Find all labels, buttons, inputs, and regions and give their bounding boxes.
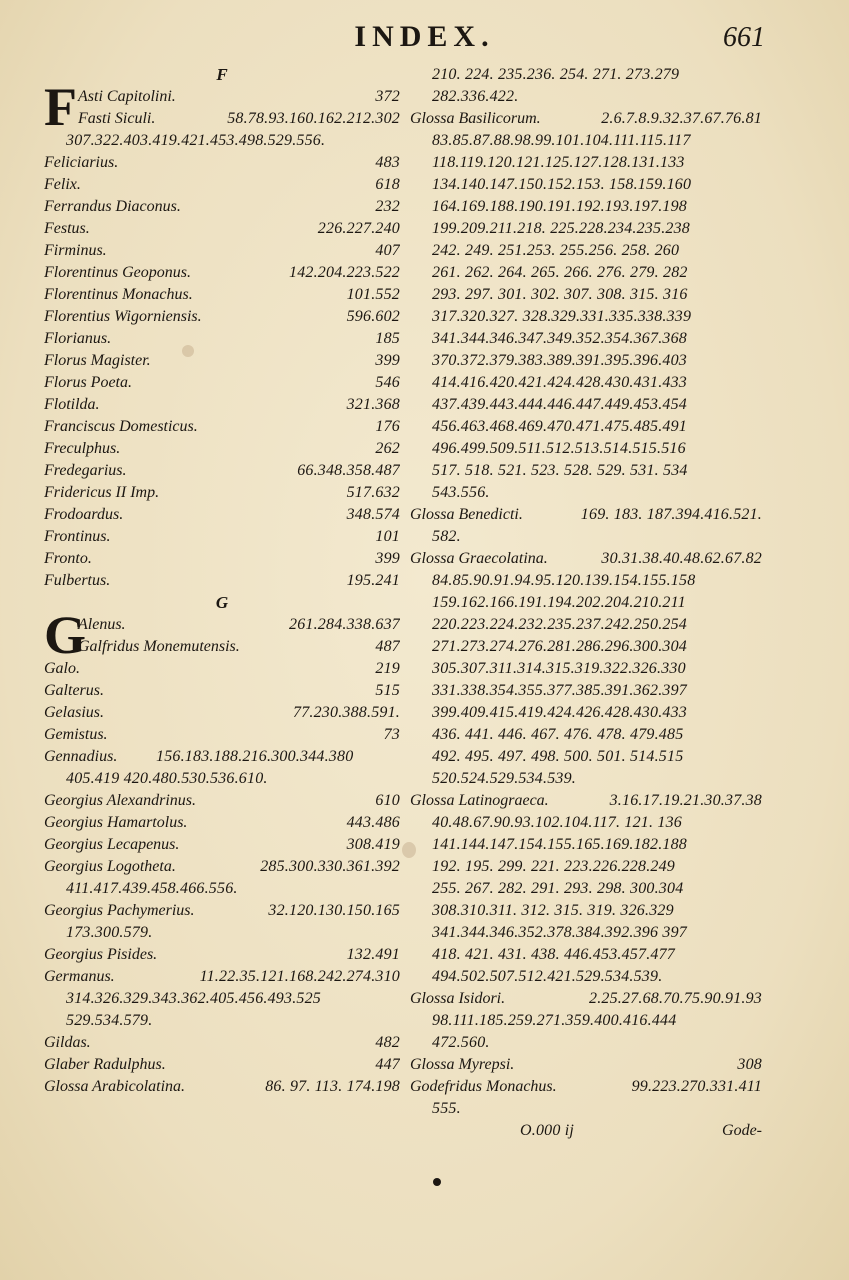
entry-pages: 164.169.188.190.191.192.193.197.198 (432, 198, 687, 215)
index-entry-continuation (410, 1032, 762, 1054)
index-entry-continuation (44, 988, 400, 1010)
entry-pages: 487 (375, 638, 400, 655)
index-entry-continuation (410, 570, 762, 592)
f-section (44, 77, 400, 592)
index-entry-continuation (44, 768, 400, 790)
entry-pages: 348.574 (346, 506, 400, 523)
index-entry (410, 548, 762, 570)
index-entry (44, 262, 400, 284)
entry-name: Florentius Wigorniensis. (44, 308, 202, 325)
index-entry (44, 812, 400, 834)
entry-name: Galfridus Monemutensis. (78, 638, 240, 655)
entry-pages: 84.85.90.91.94.95.120.139.154.155.158 (432, 572, 696, 589)
index-entry-continuation (410, 86, 762, 108)
entry-pages: 331.338.354.355.377.385.391.362.397 (432, 682, 687, 699)
index-entry (44, 108, 400, 130)
entry-pages: 132.491 (346, 946, 400, 963)
entry-pages: 496.499.509.511.512.513.514.515.516 (432, 440, 686, 457)
entry-pages: 414.416.420.421.424.428.430.431.433 (432, 374, 687, 391)
index-entry (44, 944, 400, 966)
entry-name: Frodoardus. (44, 506, 124, 523)
index-entry-continuation (410, 966, 762, 988)
entry-name: Galo. (44, 660, 80, 677)
entry-pages: 173.300.579. (66, 924, 153, 941)
index-entry-continuation (410, 834, 762, 856)
entry-name: Fridericus II Imp. (44, 484, 160, 501)
entry-pages: 314.326.329.343.362.405.456.493.525 (66, 990, 321, 1007)
index-entry-continuation (410, 218, 762, 240)
index-entry-continuation (410, 460, 762, 482)
index-entry (44, 350, 400, 372)
entry-pages: 482 (375, 1034, 400, 1051)
entry-pages: 66.348.358.487 (297, 462, 400, 479)
entry-pages: 261. 262. 264. 265. 266. 276. 279. 282 (432, 264, 688, 281)
index-entry-continuation (410, 262, 762, 284)
index-entry-continuation (410, 306, 762, 328)
entry-pages: 411.417.439.458.466.556. (66, 880, 238, 897)
entry-name: Georgius Alexandrinus. (44, 792, 196, 809)
entry-name: Fredegarius. (44, 462, 127, 479)
entry-name: Galterus. (44, 682, 104, 699)
entry-pages: 582. (432, 528, 461, 545)
index-entry (44, 702, 400, 724)
entry-pages: 555. (432, 1100, 461, 1117)
entry-name: Felix. (44, 176, 81, 193)
index-entry (44, 438, 400, 460)
entry-pages: 142.204.223.522 (289, 264, 400, 281)
entry-pages: 271.273.274.276.281.286.296.300.304 (432, 638, 687, 655)
entry-name: Gelasius. (44, 704, 104, 721)
entry-pages: 141.144.147.154.155.165.169.182.188 (432, 836, 687, 853)
index-entry (44, 174, 400, 196)
index-entry-continuation (410, 1098, 762, 1120)
index-entry-continuation (410, 64, 762, 86)
index-entry (44, 1076, 400, 1098)
index-entry (44, 394, 400, 416)
entry-pages: 341.344.346.352.378.384.392.396 397 (432, 924, 687, 941)
entry-pages: 58.78.93.160.162.212.302 (227, 110, 400, 127)
entry-pages: 83.85.87.88.98.99.101.104.111.115.117 (432, 132, 691, 149)
index-entry (44, 86, 400, 108)
index-entry (410, 504, 762, 526)
entry-pages: 308.419 (346, 836, 400, 853)
entry-pages: 242. 249. 251.253. 255.256. 258. 260 (432, 242, 680, 259)
index-entry-continuation (410, 372, 762, 394)
entry-pages: 472.560. (432, 1034, 490, 1051)
section-letter-f: F (216, 65, 228, 84)
entry-name: Franciscus Domesticus. (44, 418, 198, 435)
index-entry (44, 416, 400, 438)
entry-pages: 437.439.443.444.446.447.449.453.454 (432, 396, 687, 413)
page-number: 661 (723, 22, 765, 53)
index-entry-continuation (410, 592, 762, 614)
entry-pages: 219 (375, 660, 400, 677)
entry-pages: 308.310.311. 312. 315. 319. 326.329 (432, 902, 674, 919)
index-entry-continuation (410, 680, 762, 702)
entry-name: Glossa Graecolatina. (410, 550, 548, 567)
entry-pages: 86. 97. 113. 174.198 (265, 1078, 400, 1095)
entry-name: Frontinus. (44, 528, 111, 545)
entry-pages: 407 (375, 242, 400, 259)
index-entry-continuation (410, 284, 762, 306)
index-entry-continuation (410, 944, 762, 966)
entry-pages: 456.463.468.469.470.471.475.485.491 (432, 418, 687, 435)
index-entry-continuation (410, 636, 762, 658)
entry-pages: 255. 267. 282. 291. 293. 298. 300.304 (432, 880, 684, 897)
entry-pages: 483 (375, 154, 400, 171)
entry-name: Feliciarius. (44, 154, 119, 171)
entry-pages: 399 (375, 550, 400, 567)
entry-name: Asti Capitolini. (78, 88, 176, 105)
entry-pages: 596.602 (346, 308, 400, 325)
index-entry (44, 526, 400, 548)
index-entry-continuation (410, 482, 762, 504)
entry-name: Florus Poeta. (44, 374, 132, 391)
index-entry-continuation (44, 922, 400, 944)
entry-pages: 293. 297. 301. 302. 307. 308. 315. 316 (432, 286, 688, 303)
index-entry (410, 1054, 762, 1076)
entry-name: Firminus. (44, 242, 107, 259)
index-entry-continuation (410, 416, 762, 438)
entry-pages: 195.241 (346, 572, 400, 589)
entry-pages: 520.524.529.534.539. (432, 770, 576, 787)
entry-pages: 176 (375, 418, 400, 435)
index-entry-continuation (410, 152, 762, 174)
index-entry-continuation (410, 196, 762, 218)
index-entry (44, 724, 400, 746)
entry-pages: 618 (375, 176, 400, 193)
entry-pages: 308 (737, 1056, 762, 1073)
entry-name: Florianus. (44, 330, 112, 347)
index-entry (410, 790, 762, 812)
index-entry-continuation (44, 878, 400, 900)
index-entry-continuation (410, 922, 762, 944)
entry-name: Ferrandus Diaconus. (44, 198, 181, 215)
entry-pages: 543.556. (432, 484, 490, 501)
entry-pages: 11.22.35.121.168.242.274.310 (199, 968, 400, 985)
entry-pages: 185 (375, 330, 400, 347)
index-entry (44, 680, 400, 702)
entry-pages: 515 (375, 682, 400, 699)
index-entry-continuation (410, 394, 762, 416)
entry-pages: 232 (375, 198, 400, 215)
entry-pages: 101.552 (346, 286, 400, 303)
index-entry (44, 746, 400, 768)
entry-name: Glossa Benedicti. (410, 506, 523, 523)
entry-pages: 199.209.211.218. 225.228.234.235.238 (432, 220, 691, 237)
entry-pages: 307.322.403.419.421.453.498.529.556. (66, 132, 326, 149)
index-entry-continuation (410, 724, 762, 746)
entry-pages: 285.300.330.361.392 (260, 858, 400, 875)
page-title: INDEX. (354, 20, 495, 53)
entry-pages: 32.120.130.150.165 (268, 902, 400, 919)
index-entry (44, 218, 400, 240)
entry-pages: 282.336.422. (432, 88, 519, 105)
index-entry-continuation (410, 878, 762, 900)
entry-name: Freculphus. (44, 440, 121, 457)
entry-pages: 372 (375, 88, 400, 105)
entry-pages: 169. 183. 187.394.416.521. (580, 506, 762, 523)
index-entry-continuation (44, 130, 400, 152)
entry-name: Gennadius. (44, 748, 118, 765)
signature-mark: O.000 ij (520, 1122, 575, 1139)
dropcap-g: G (44, 605, 87, 665)
entry-name: Georgius Lecapenus. (44, 836, 180, 853)
entry-pages: 610 (375, 792, 400, 809)
entry-pages: 73 (383, 726, 400, 743)
entry-pages: 341.344.346.347.349.352.354.367.368 (432, 330, 687, 347)
entry-pages: 399.409.415.419.424.426.428.430.433 (432, 704, 687, 721)
left-column (44, 64, 400, 1098)
entry-name: Georgius Logotheta. (44, 858, 176, 875)
entry-name: Gemistus. (44, 726, 108, 743)
entry-name: Germanus. (44, 968, 115, 985)
entry-pages: 305.307.311.314.315.319.322.326.330 (432, 660, 686, 677)
index-entry (44, 614, 400, 636)
entry-pages: 101 (375, 528, 400, 545)
entry-pages: 517. 518. 521. 523. 528. 529. 531. 534 (432, 462, 688, 479)
entry-name: Georgius Pisides. (44, 946, 158, 963)
entry-name: Fronto. (44, 550, 92, 567)
entry-pages: 40.48.67.90.93.102.104.117. 121. 136 (432, 814, 683, 831)
entry-name: Festus. (44, 220, 90, 237)
entry-pages: 405.419 420.480.530.536.610. (66, 770, 268, 787)
index-entry-continuation (410, 658, 762, 680)
index-entry (44, 284, 400, 306)
index-entry-continuation (410, 1010, 762, 1032)
entry-pages: 98.111.185.259.271.359.400.416.444 (432, 1012, 677, 1029)
index-entry (410, 988, 762, 1010)
index-entry (44, 328, 400, 350)
index-entry-continuation (410, 856, 762, 878)
section-letter-g: G (215, 593, 229, 612)
entry-name: Glossa Basilicorum. (410, 110, 541, 127)
signature-row (410, 1120, 762, 1142)
entry-name: Gildas. (44, 1034, 91, 1051)
index-entry-continuation (44, 1010, 400, 1032)
entry-name: Georgius Hamartolus. (44, 814, 188, 831)
ornament-dot (433, 1178, 441, 1186)
catchword: Gode- (722, 1122, 762, 1139)
entry-pages: 2.6.7.8.9.32.37.67.76.81 (601, 110, 762, 127)
index-entry (44, 240, 400, 262)
entry-name: Glaber Radulphus. (44, 1056, 166, 1073)
right-column (410, 64, 762, 1142)
index-entry (44, 306, 400, 328)
index-entry (410, 108, 762, 130)
index-entry (44, 196, 400, 218)
entry-name: Florentinus Geoponus. (44, 264, 191, 281)
g-section (44, 605, 400, 1098)
entry-name: Florus Magister. (44, 352, 151, 369)
entry-pages: 99.223.270.331.411 (631, 1078, 762, 1095)
index-entry (44, 1054, 400, 1076)
entry-pages: 546 (375, 374, 400, 391)
index-entry-continuation (410, 438, 762, 460)
index-entry-continuation (410, 350, 762, 372)
index-entry (44, 834, 400, 856)
entry-pages: 118.119.120.121.125.127.128.131.133 (432, 154, 685, 171)
entry-pages: 77.230.388.591. (293, 704, 400, 721)
index-entry-continuation (410, 614, 762, 636)
index-entry (44, 900, 400, 922)
index-entry (44, 570, 400, 592)
entry-name: Fasti Siculi. (78, 110, 156, 127)
index-entry-continuation (410, 240, 762, 262)
entry-pages: 210. 224. 235.236. 254. 271. 273.279 (432, 66, 680, 83)
entry-pages: 370.372.379.383.389.391.395.396.403 (432, 352, 687, 369)
entry-pages: 492. 495. 497. 498. 500. 501. 514.515 (432, 748, 684, 765)
entry-pages: 399 (375, 352, 400, 369)
index-entry-continuation (410, 328, 762, 350)
index-entry-continuation (410, 526, 762, 548)
entry-pages: 418. 421. 431. 438. 446.453.457.477 (432, 946, 675, 963)
entry-pages: 226.227.240 (317, 220, 400, 237)
entry-pages: 517.632 (346, 484, 400, 501)
entry-pages: 192. 195. 299. 221. 223.226.228.249 (432, 858, 675, 875)
index-entry (44, 966, 400, 988)
entry-pages: 443.486 (346, 814, 400, 831)
index-entry-continuation (410, 746, 762, 768)
entry-pages: 436. 441. 446. 467. 476. 478. 479.485 (432, 726, 684, 743)
index-entry-continuation (410, 768, 762, 790)
entry-pages: 3.16.17.19.21.30.37.38 (609, 792, 762, 809)
index-entry (44, 482, 400, 504)
index-entry (44, 856, 400, 878)
entry-pages: 262 (375, 440, 400, 457)
entry-pages: 2.25.27.68.70.75.90.91.93 (589, 990, 762, 1007)
index-entry (44, 460, 400, 482)
index-entry (44, 152, 400, 174)
entry-name: Georgius Pachymerius. (44, 902, 195, 919)
entry-name: Godefridus Monachus. (410, 1078, 557, 1095)
entry-pages: 321.368 (346, 396, 400, 413)
entry-name: Glossa Latinograeca. (410, 792, 549, 809)
index-entry (44, 790, 400, 812)
index-entry (44, 372, 400, 394)
entry-pages: 134.140.147.150.152.153. 158.159.160 (432, 176, 692, 193)
entry-name: Florentinus Monachus. (44, 286, 193, 303)
entry-pages: 159.162.166.191.194.202.204.210.211 (432, 594, 686, 611)
entry-pages: 30.31.38.40.48.62.67.82 (601, 550, 762, 567)
entry-pages: 261.284.338.637 (289, 616, 400, 633)
entry-pages: 220.223.224.232.235.237.242.250.254 (432, 616, 687, 633)
index-entry (410, 1076, 762, 1098)
entry-name: Flotilda. (44, 396, 100, 413)
entry-name: Fulbertus. (44, 572, 111, 589)
index-entry-continuation (410, 174, 762, 196)
right-entries (410, 64, 762, 1120)
entry-pages: 317.320.327. 328.329.331.335.338.339 (432, 308, 692, 325)
index-entry (44, 1032, 400, 1054)
entry-pages: 156.183.188.216.300.344.380 (156, 748, 354, 765)
entry-name: Glossa Myrepsi. (410, 1056, 515, 1073)
entry-pages: 529.534.579. (66, 1012, 153, 1029)
entry-name: Glossa Arabicolatina. (44, 1078, 186, 1095)
entry-name: Glossa Isidori. (410, 990, 506, 1007)
index-entry-continuation (410, 130, 762, 152)
index-entry-continuation (410, 702, 762, 724)
entry-pages: 447 (375, 1056, 400, 1073)
entry-name: Alenus. (78, 616, 126, 633)
dropcap-f: F (44, 77, 77, 137)
index-entry (44, 658, 400, 680)
entry-pages: 494.502.507.512.421.529.534.539. (432, 968, 663, 985)
index-entry-continuation (410, 812, 762, 834)
index-entry-continuation (410, 900, 762, 922)
index-entry (44, 548, 400, 570)
index-entry (44, 636, 400, 658)
index-entry (44, 504, 400, 526)
